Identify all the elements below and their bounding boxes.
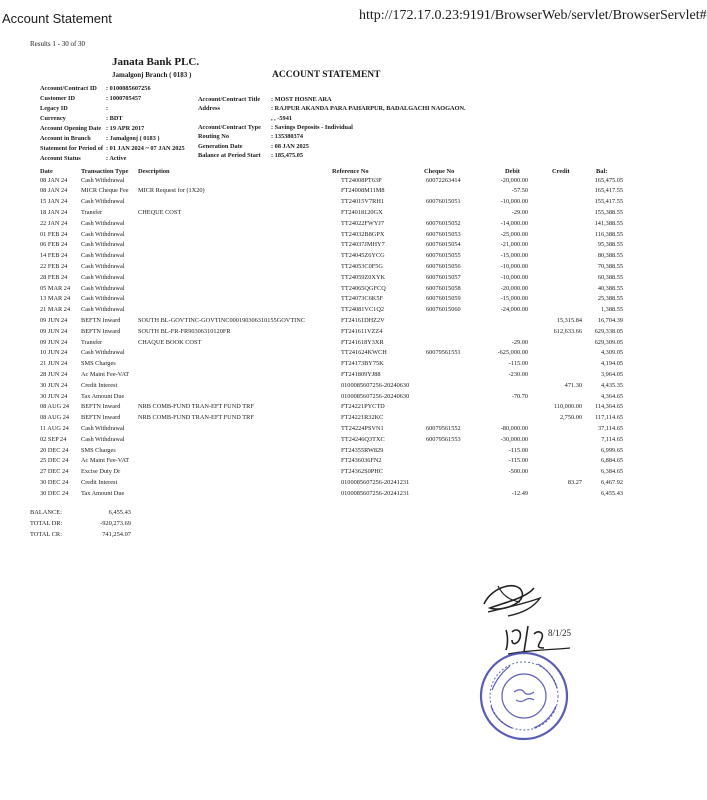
txn-type: SMS Charges bbox=[81, 360, 116, 368]
txn-type: Cash Withdrawal bbox=[81, 241, 125, 249]
txn-debit: -10,000.00 bbox=[500, 262, 528, 270]
info-value: : RAJPUR AKANDA PARA PAHARPUR, BADALGACHI NAOGAON. bbox=[271, 105, 466, 113]
txn-balance: 7,114.65 bbox=[601, 435, 623, 443]
txn-reference: TT24022FWYJ7 bbox=[341, 219, 385, 227]
txn-date: 30 DEC 24 bbox=[40, 489, 69, 497]
txn-type: Cash Withdrawal bbox=[81, 219, 125, 227]
txn-date: 30 JUN 24 bbox=[40, 381, 68, 389]
txn-type: BEFTN Inward bbox=[81, 414, 121, 422]
info-label: Account in Branch bbox=[40, 135, 91, 142]
txn-debit: -500.00 bbox=[508, 468, 528, 476]
txn-reference: TT24045Z6YCG bbox=[341, 252, 385, 260]
txn-debit: -15,000.00 bbox=[500, 295, 528, 303]
col-date: Date bbox=[40, 168, 53, 175]
txn-type: Cash Withdrawal bbox=[81, 252, 125, 260]
txn-reference: TT24059Z0XYK bbox=[341, 273, 386, 281]
txn-type: Credit Interest bbox=[81, 381, 118, 389]
txn-credit: 110,000.00 bbox=[553, 403, 582, 411]
txn-type: SMS Charges bbox=[81, 446, 116, 454]
txn-reference: FT24362S0PHC bbox=[341, 468, 383, 476]
txn-cheque: 60076015060 bbox=[426, 306, 461, 314]
txn-reference: 0100085607256-20240630 bbox=[341, 392, 410, 400]
txn-date: 15 JAN 24 bbox=[40, 198, 68, 206]
results-count: Results 1 - 30 of 30 bbox=[30, 40, 86, 48]
statement-title: ACCOUNT STATEMENT bbox=[272, 70, 381, 80]
info-value: , , -5941 bbox=[271, 114, 292, 122]
txn-date: 21 MAR 24 bbox=[40, 306, 71, 314]
txn-date: 06 FEB 24 bbox=[40, 241, 68, 249]
txn-date: 13 MAR 24 bbox=[40, 295, 71, 303]
txn-type: Cash Withdrawal bbox=[81, 295, 125, 303]
summary-label: TOTAL CR: bbox=[30, 531, 62, 538]
info-label: Statement for Period of bbox=[40, 145, 104, 152]
txn-balance: 37,114.65 bbox=[598, 424, 623, 432]
txn-debit: -115.00 bbox=[508, 446, 528, 454]
info-label: Account Status bbox=[40, 155, 81, 162]
txn-date: 09 JUN 24 bbox=[40, 316, 68, 324]
txn-cheque: 60076015054 bbox=[426, 241, 461, 249]
bank-name: Janata Bank PLC. bbox=[112, 56, 200, 68]
txn-cheque: 60079561553 bbox=[426, 435, 461, 443]
txn-date: 25 DEC 24 bbox=[40, 457, 69, 465]
txn-reference: FT24221R32KC bbox=[341, 414, 384, 422]
txn-date: 10 JUN 24 bbox=[40, 349, 68, 357]
txn-type: Excise Duty Dr bbox=[81, 468, 121, 476]
txn-reference: FT24173BY75K bbox=[341, 360, 384, 368]
txn-description: MICR Request for (1X20) bbox=[138, 187, 205, 195]
txn-date: 08 JAN 24 bbox=[40, 176, 68, 184]
txn-type: Cash Withdrawal bbox=[81, 306, 125, 314]
txn-reference: TT24065QGFCQ bbox=[341, 284, 386, 292]
txn-type: Ac Maint Fee-VAT bbox=[81, 457, 130, 465]
txn-balance: 6,884.65 bbox=[600, 457, 623, 465]
bank-seal-stamp bbox=[478, 650, 570, 742]
info-value: : 19 APR 2017 bbox=[106, 125, 145, 132]
txn-reference: FT24008M11M8 bbox=[341, 187, 385, 195]
info-label: Account Opening Date bbox=[40, 125, 102, 132]
txn-cheque: 60076015057 bbox=[426, 273, 461, 281]
txn-type: Cash Withdrawal bbox=[81, 349, 125, 357]
info-label: Address bbox=[198, 105, 220, 113]
txn-debit: -24,000.00 bbox=[500, 306, 528, 314]
info-value: : 1000705457 bbox=[106, 95, 142, 102]
signature-date: 8/1/25 bbox=[548, 628, 572, 638]
txn-date: 01 FEB 24 bbox=[40, 230, 68, 238]
txn-type: BEFTN Inward bbox=[81, 327, 121, 335]
txn-debit: -15,000.00 bbox=[500, 252, 528, 260]
txn-type: BEFTN Inward bbox=[81, 316, 121, 324]
txn-type: MICR Cheque Fee bbox=[81, 187, 129, 195]
info-value: : Active bbox=[106, 155, 127, 162]
txn-balance: 629,338.05 bbox=[594, 327, 623, 335]
txn-balance: 6,384.65 bbox=[600, 468, 623, 476]
txn-reference: TT24015V7RH1 bbox=[341, 198, 385, 206]
info-value: : 0100085607256 bbox=[106, 85, 151, 92]
txn-debit: -29.00 bbox=[511, 208, 528, 216]
summary-label: BALANCE: bbox=[30, 509, 62, 516]
txn-date: 11 AUG 24 bbox=[40, 424, 69, 432]
txn-date: 02 SEP 24 bbox=[40, 435, 67, 443]
txn-type: Tax Amount Due bbox=[81, 392, 125, 400]
txn-reference: TT24224PSVN1 bbox=[341, 424, 384, 432]
txn-type: Transfer bbox=[81, 338, 103, 346]
txn-debit: -14,000.00 bbox=[500, 219, 528, 227]
txn-description: NRB COMB-FUND TRAN-EFT FUND TRF bbox=[138, 403, 254, 411]
txn-reference: TT24053C0F5G bbox=[341, 262, 383, 270]
txn-reference: FT2436036FN2 bbox=[341, 457, 382, 465]
info-value: : 185,475.05 bbox=[271, 151, 304, 159]
info-label: Currency bbox=[40, 115, 66, 122]
txn-cheque: 60076015051 bbox=[426, 198, 461, 206]
txn-balance: 1,388.55 bbox=[600, 306, 623, 314]
info-label: Account/Contract Type bbox=[198, 123, 261, 131]
txn-description: CHAQUE BOOK COST bbox=[138, 338, 202, 346]
txn-date: 22 FEB 24 bbox=[40, 262, 68, 270]
txn-cheque: 60076015059 bbox=[426, 295, 461, 303]
txn-reference: FT24018120GX bbox=[341, 208, 383, 216]
summary-value: -920,273.69 bbox=[100, 520, 131, 527]
txn-cheque: 60076015052 bbox=[426, 219, 461, 227]
txn-description: SOUTH BL-FR-FR90306310120FR bbox=[138, 327, 231, 335]
info-label: Customer ID bbox=[40, 95, 76, 102]
branch-name: Jamalgonj Branch ( 0183 ) bbox=[112, 71, 192, 79]
txn-reference: FT24221PYCTD bbox=[341, 403, 385, 411]
txn-type: Cash Withdrawal bbox=[81, 230, 125, 238]
url-text[interactable]: http://172.17.0.23:9191/BrowserWeb/servlet/BrowserServlet# bbox=[359, 8, 707, 23]
txn-reference: TT24081VC1Q2 bbox=[341, 306, 385, 314]
txn-balance: 25,388.55 bbox=[597, 295, 623, 303]
txn-date: 27 DEC 24 bbox=[40, 468, 69, 476]
txn-description: SOUTH BL-GOVTINC-GOVTINC000190306310155GOVTINC bbox=[138, 316, 306, 324]
txn-balance: 117,114.65 bbox=[595, 414, 623, 422]
info-value: : bbox=[106, 105, 109, 112]
summary-value: 741,254.07 bbox=[102, 531, 131, 538]
info-label: Legacy ID bbox=[40, 105, 68, 112]
txn-type: Tax Amount Due bbox=[81, 489, 125, 497]
txn-reference: TT241624KWCH bbox=[341, 349, 387, 357]
txn-date: 22 JAN 24 bbox=[40, 219, 68, 227]
txn-debit: -10,000.00 bbox=[500, 273, 528, 281]
txn-balance: 95,388.55 bbox=[597, 241, 623, 249]
txn-debit: -80,000.00 bbox=[500, 424, 528, 432]
txn-debit: -20,000.00 bbox=[500, 176, 528, 184]
txn-reference: TT24246Q3TXC bbox=[341, 435, 385, 443]
txn-type: Cash Withdrawal bbox=[81, 176, 125, 184]
txn-reference: TT24073C6K5F bbox=[341, 295, 383, 303]
txn-balance: 165,475.05 bbox=[594, 176, 623, 184]
txn-cheque: 60076015058 bbox=[426, 284, 461, 292]
txn-reference: FT24355RW829 bbox=[341, 446, 384, 454]
txn-date: 08 JAN 24 bbox=[40, 187, 68, 195]
txn-balance: 3,964.05 bbox=[600, 370, 623, 378]
txn-balance: 629,309.05 bbox=[594, 338, 623, 346]
txn-balance: 4,435.35 bbox=[600, 381, 623, 389]
info-value: : 01 JAN 2024 ~ 07 JAN 2025 bbox=[106, 145, 185, 152]
txn-debit: -10,000.00 bbox=[500, 198, 528, 206]
txn-date: 08 AUG 24 bbox=[40, 414, 70, 422]
txn-credit: 612,633.66 bbox=[553, 327, 582, 335]
col-credit: Credit bbox=[552, 168, 570, 175]
txn-cheque: 60072263414 bbox=[426, 176, 461, 184]
col-debit: Debit bbox=[505, 168, 520, 175]
col-reference: Reference No bbox=[332, 168, 369, 175]
account-info-left bbox=[40, 85, 200, 165]
txn-reference: 0100085607256-20241231 bbox=[341, 489, 410, 497]
txn-balance: 141,388.55 bbox=[594, 219, 623, 227]
txn-type: Cash Withdrawal bbox=[81, 435, 125, 443]
txn-date: 14 FEB 24 bbox=[40, 252, 68, 260]
txn-reference: FT241611VZZ4 bbox=[341, 327, 383, 335]
txn-debit: -230.00 bbox=[508, 370, 528, 378]
txn-balance: 4,364.65 bbox=[600, 392, 623, 400]
txn-type: Cash Withdrawal bbox=[81, 262, 125, 270]
txn-balance: 4,194.05 bbox=[600, 360, 623, 368]
txn-cheque: 60076015056 bbox=[426, 262, 461, 270]
account-info-right bbox=[198, 96, 518, 166]
txn-date: 20 DEC 24 bbox=[40, 446, 69, 454]
txn-date: 28 FEB 24 bbox=[40, 273, 68, 281]
txn-date: 05 MAR 24 bbox=[40, 284, 71, 292]
txn-balance: 6,999.65 bbox=[600, 446, 623, 454]
window-title: Account Statement bbox=[2, 11, 112, 26]
txn-debit: -29.00 bbox=[511, 338, 528, 346]
txn-balance: 155,388.55 bbox=[594, 208, 623, 216]
txn-balance: 16,704.39 bbox=[597, 316, 623, 324]
txn-date: 09 JUN 24 bbox=[40, 338, 68, 346]
txn-balance: 165,417.55 bbox=[594, 187, 623, 195]
info-value: : Jamalgonj ( 0183 ) bbox=[106, 135, 160, 142]
txn-type: Ac Maint Fee-VAT bbox=[81, 370, 130, 378]
summary-value: 6,455.43 bbox=[108, 509, 131, 516]
col-description: Description bbox=[138, 168, 170, 175]
txn-balance: 114,364.65 bbox=[594, 403, 623, 411]
txn-debit: -25,000.00 bbox=[500, 230, 528, 238]
txn-type: Credit Interest bbox=[81, 478, 118, 486]
txn-debit: -21,000.00 bbox=[500, 241, 528, 249]
info-value: : BDT bbox=[106, 115, 123, 122]
txn-cheque: 60079561551 bbox=[426, 349, 461, 357]
txn-balance: 60,388.55 bbox=[597, 273, 623, 281]
txn-credit: 471.30 bbox=[564, 381, 582, 389]
txn-date: 18 JAN 24 bbox=[40, 208, 68, 216]
txn-debit: -57.50 bbox=[511, 187, 528, 195]
txn-date: 08 AUG 24 bbox=[40, 403, 70, 411]
txn-description: NRB COMB-FUND TRAN-EFT FUND TRF bbox=[138, 414, 254, 422]
txn-debit: -12.49 bbox=[511, 489, 528, 497]
info-label: Generation Date bbox=[198, 142, 243, 150]
col-type: Transaction Type bbox=[81, 168, 129, 175]
txn-debit: -115.00 bbox=[508, 360, 528, 368]
txn-debit: -625,000.00 bbox=[497, 349, 528, 357]
txn-balance: 4,309.05 bbox=[600, 349, 623, 357]
txn-date: 30 JUN 24 bbox=[40, 392, 68, 400]
txn-type: BEFTN Inward bbox=[81, 403, 121, 411]
txn-credit: 83.27 bbox=[567, 478, 582, 486]
txn-reference: 0100085607256-20241231 bbox=[341, 478, 410, 486]
txn-date: 09 JUN 24 bbox=[40, 327, 68, 335]
txn-reference: FT241618Y3XR bbox=[341, 338, 384, 346]
info-label: Account/Contract Title bbox=[198, 96, 261, 103]
txn-date: 21 JUN 24 bbox=[40, 360, 68, 368]
txn-debit: -115.00 bbox=[508, 457, 528, 465]
txn-date: 30 DEC 24 bbox=[40, 478, 69, 486]
txn-balance: 155,417.55 bbox=[594, 198, 623, 206]
info-label: Balance at Period Start bbox=[198, 151, 261, 159]
txn-cheque: 60076015055 bbox=[426, 252, 461, 260]
info-value: : Savings Deposits - Individual bbox=[271, 123, 353, 131]
txn-type: Cash Withdrawal bbox=[81, 284, 125, 292]
txn-reference: 0100085607256-20240630 bbox=[341, 381, 410, 389]
txn-reference: FT24161DHZ2V bbox=[341, 316, 385, 324]
txn-balance: 70,388.55 bbox=[597, 262, 623, 270]
info-value: : MOST HOSNE ARA bbox=[271, 96, 332, 103]
summary-label: TOTAL DR: bbox=[30, 520, 63, 527]
txn-debit: -70.70 bbox=[511, 392, 528, 400]
txn-debit: -20,000.00 bbox=[500, 284, 528, 292]
txn-balance: 6,455.43 bbox=[600, 489, 623, 497]
txn-type: Cash Withdrawal bbox=[81, 198, 125, 206]
info-value: : 135380374 bbox=[271, 133, 304, 141]
txn-reference: TT24032B8GPX bbox=[341, 230, 385, 238]
txn-type: Transfer bbox=[81, 208, 103, 216]
txn-type: Cash Withdrawal bbox=[81, 424, 125, 432]
info-label: Account/Contract ID bbox=[40, 85, 97, 92]
txn-type: Cash Withdrawal bbox=[81, 273, 125, 281]
txn-balance: 6,467.92 bbox=[600, 478, 623, 486]
txn-cheque: 60076015053 bbox=[426, 230, 461, 238]
txn-reference: FT241809YJ88 bbox=[341, 370, 381, 378]
txn-balance: 40,388.55 bbox=[597, 284, 623, 292]
col-balance: Bal: bbox=[596, 168, 608, 175]
txn-credit: 15,315.84 bbox=[556, 316, 582, 324]
txn-debit: -30,000.00 bbox=[500, 435, 528, 443]
txn-reference: TT24037JMHY7 bbox=[341, 241, 385, 249]
txn-balance: 80,388.55 bbox=[597, 252, 623, 260]
txn-credit: 2,750.00 bbox=[559, 414, 582, 422]
txn-cheque: 60079561552 bbox=[426, 424, 461, 432]
txn-description: CHEQUE COST bbox=[138, 208, 182, 216]
txn-balance: 116,388.55 bbox=[594, 230, 623, 238]
txn-reference: TT24008PT63P bbox=[341, 176, 382, 184]
info-label: Routing No bbox=[198, 133, 229, 141]
info-value: : 08 JAN 2025 bbox=[271, 142, 309, 150]
txn-date: 28 JUN 24 bbox=[40, 370, 68, 378]
col-cheque: Cheque No bbox=[424, 168, 455, 175]
